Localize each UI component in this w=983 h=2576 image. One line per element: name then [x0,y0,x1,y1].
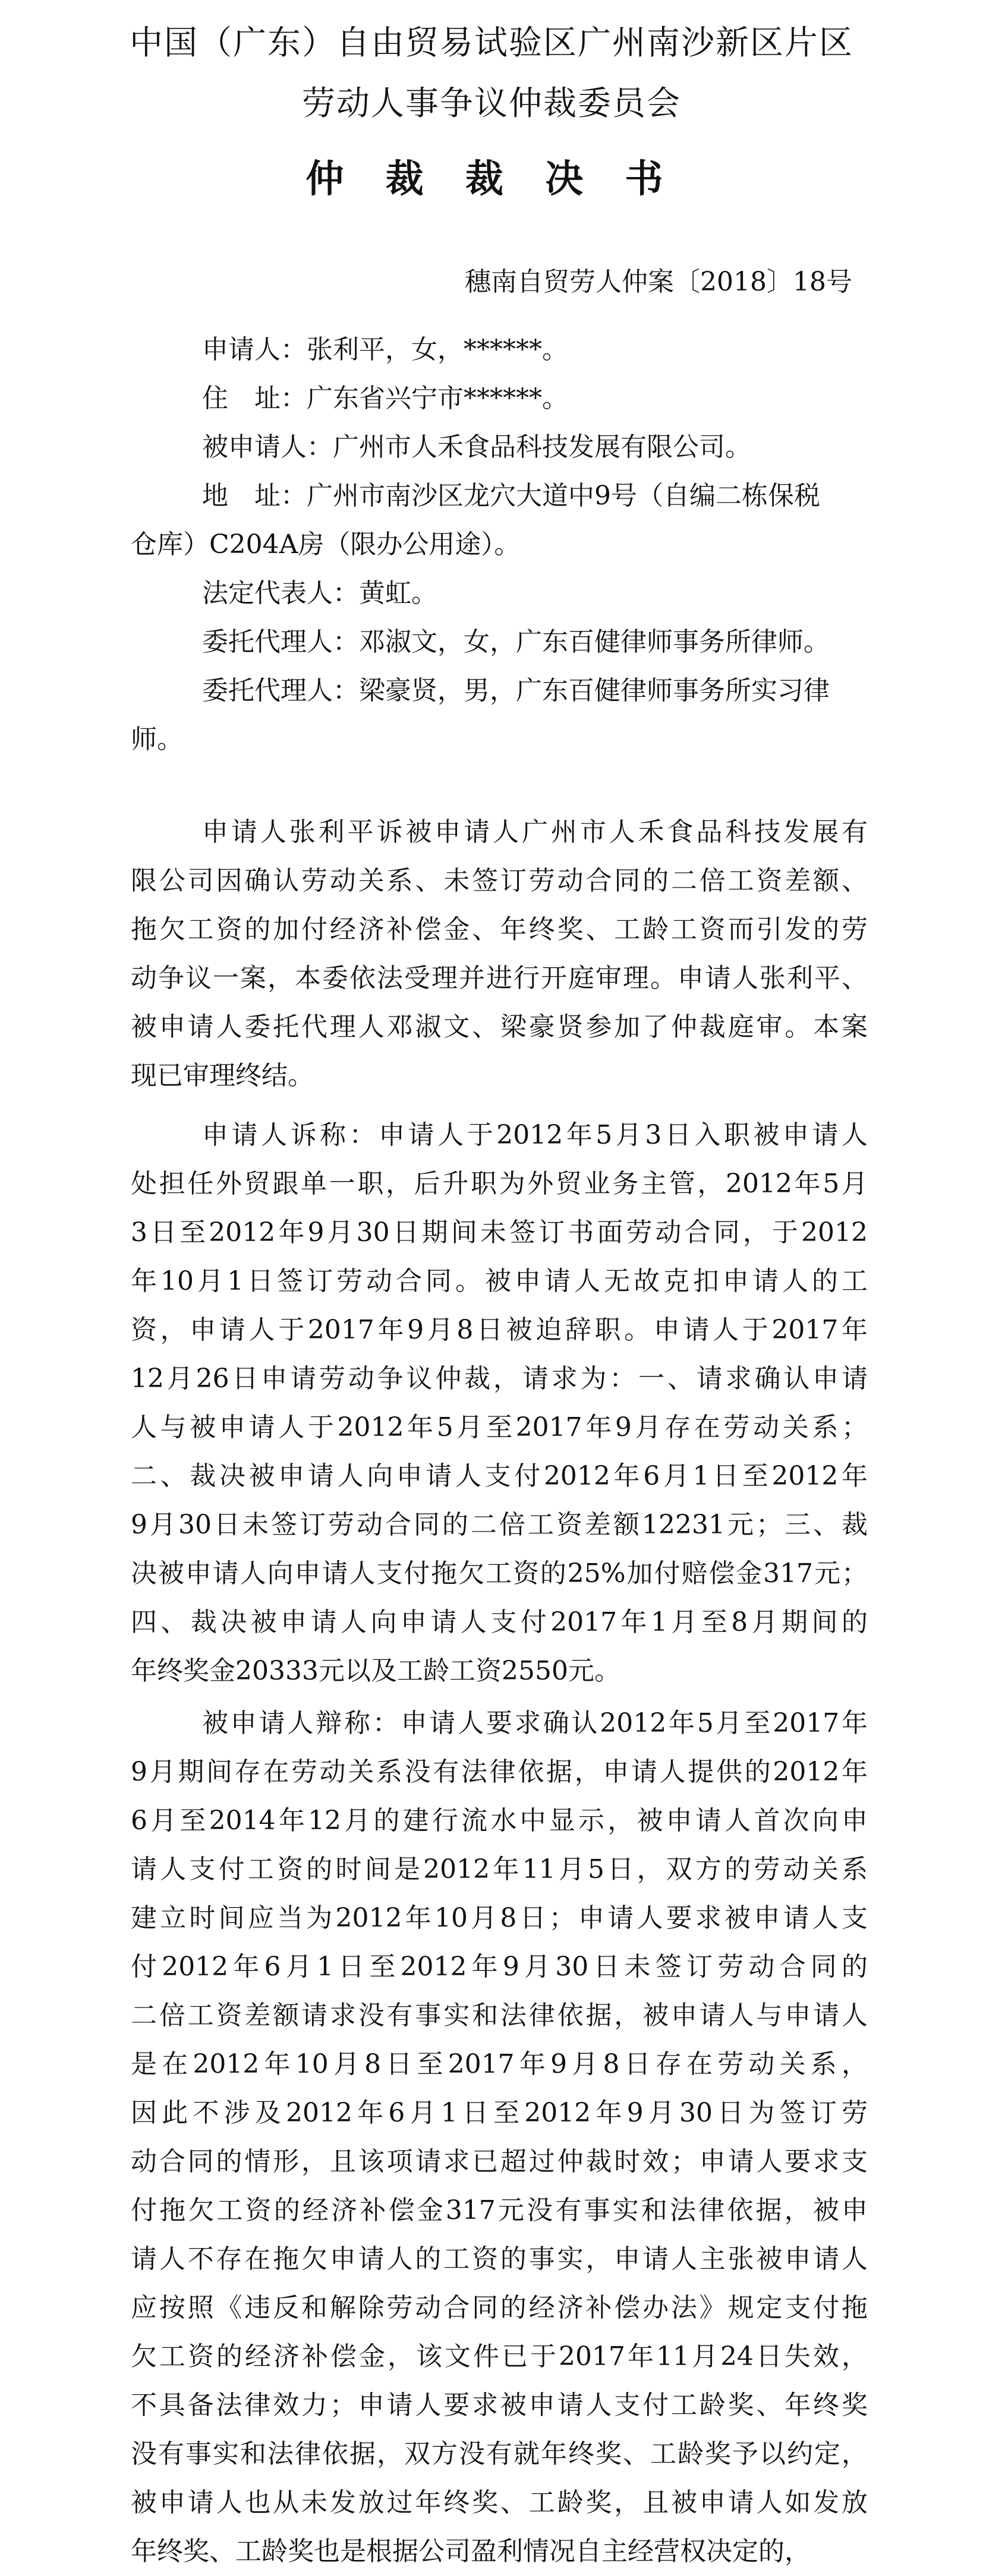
case-number: 穗南自贸劳人仲案〔2018〕18号 [465,267,852,297]
paragraph-line: 二倍工资差额请求没有事实和法律依据，被申请人与申请人 [131,2000,868,2031]
agent-2-line-1: 委托代理人：梁豪贤，男，广东百健律师事务所实习律 [202,675,830,706]
respondent-address-line-1: 地 址：广州市南沙区龙穴大道中9号（自编二栋保税 [202,481,820,511]
paragraph-line: 欠工资的经济补偿金，该文件已于2017年11月24日失效， [131,2341,868,2372]
party-legal-representative: 法定代表人：黄虹。 [202,578,437,608]
paragraph-line: 建立时间应当为2012年10月8日；申请人要求被申请人支 [131,1903,868,1933]
paragraph-line: 处担任外贸跟单一职，后升职为外贸业务主管，2012年5月 [131,1169,868,1199]
paragraph-line: 年终奖、工龄奖也是根据公司盈利情况自主经营权决定的， [131,2536,811,2566]
paragraph-line: 3日至2012年9月30日期间未签订书面劳动合同，于2012 [131,1217,868,1248]
paragraph-line: 6月至2014年12月的建行流水中显示，被申请人首次向申 [131,1805,868,1836]
issuing-authority-line-2: 劳动人事争议仲裁委员会 [302,84,681,123]
paragraph-line: 9月期间存在劳动关系没有法律依据，申请人提供的2012年 [131,1757,868,1787]
respondent-address-line-2: 仓库）C204A房（限办公用途）。 [131,529,521,560]
issuing-authority-line-1: 中国（广东）自由贸易试验区广州南沙新区片区 [130,24,853,62]
paragraph-line: 付拖欠工资的经济补偿金317元没有事实和法律依据，被申 [131,2195,868,2225]
paragraph-line: 申请人张利平诉被申请人广州市人禾食品科技发展有 [202,817,868,847]
paragraph-line: 动争议一案，本委依法受理并进行开庭审理。申请人张利平、 [131,963,868,993]
paragraph-line: 不具备法律效力；申请人要求被申请人支付工龄奖、年终奖 [131,2390,868,2420]
paragraph-line: 被申请人也从未发放过年终奖、工龄奖，且被申请人如发放 [131,2487,868,2518]
paragraph-line: 资，申请人于2017年9月8日被迫辞职。申请人于2017年 [131,1315,868,1345]
agent-2-line-2: 师。 [131,724,183,755]
party-agent-2 [131,667,868,764]
paragraph-line: 请人不存在拖欠申请人的工资的事实，申请人主张被申请人 [131,2244,868,2274]
party-respondent-address [131,472,868,569]
paragraph-line: 申请人诉称：申请人于2012年5月3日入职被申请人 [202,1120,868,1150]
document-title: 仲 裁 裁 决 书 [305,157,678,201]
paragraph-line: 请人支付工资的时间是2012年11月5日，双方的劳动关系 [131,1854,868,1884]
paragraph-line: 年10月1日签订劳动合同。被申请人无故克扣申请人的工 [131,1266,868,1296]
paragraph-line: 是在2012年10月8日至2017年9月8日存在劳动关系， [131,2049,868,2079]
paragraph-line: 拖欠工资的加付经济补偿金、年终奖、工龄工资而引发的劳 [131,914,868,945]
paragraph-line: 现已审理终结。 [131,1060,314,1091]
paragraph-line: 年终奖金20333元以及工龄工资2550元。 [131,1656,620,1686]
paragraph-line: 因此不涉及2012年6月1日至2012年9月30日为签订劳 [131,2098,868,2128]
paragraph-line: 四、裁决被申请人向申请人支付2017年1月至8月期间的 [131,1607,868,1637]
paragraph-case-summary [131,808,868,1100]
party-agent-1: 委托代理人：邓淑文，女，广东百健律师事务所律师。 [202,627,830,657]
paragraph-applicant-claims [131,1111,868,1696]
paragraph-line: 没有事实和法律依据，双方没有就年终奖、工龄奖予以约定， [131,2439,868,2469]
paragraph-line: 被申请人委托代理人邓淑文、梁豪贤参加了仲裁庭审。本案 [131,1012,868,1042]
paragraph-line: 被申请人辩称：申请人要求确认2012年5月至2017年 [202,1708,868,1738]
paragraph-respondent-defense [131,1699,868,2576]
paragraph-line: 9月30日未签订劳动合同的二倍工资差额12231元；三、裁 [131,1510,868,1540]
paragraph-line: 限公司因确认劳动关系、未签订劳动合同的二倍工资差额、 [131,866,868,896]
party-respondent: 被申请人：广州市人禾食品科技发展有限公司。 [202,432,751,462]
paragraph-line: 人与被申请人于2012年5月至2017年9月存在劳动关系； [131,1412,868,1442]
paragraph-line: 动合同的情形，且该项请求已超过仲裁时效；申请人要求支 [131,2146,868,2177]
paragraph-line: 决被申请人向申请人支付拖欠工资的25%加付赔偿金317元； [131,1558,868,1589]
party-applicant-address: 住 址：广东省兴宁市******。 [202,383,568,413]
party-applicant: 申请人：张利平，女，******。 [202,334,568,365]
paragraph-line: 12月26日申请劳动争议仲裁，请求为：一、请求确认申请 [131,1363,868,1394]
paragraph-line: 付2012年6月1日至2012年9月30日未签订劳动合同的 [131,1952,868,1982]
paragraph-line: 二、裁决被申请人向申请人支付2012年6月1日至2012年 [131,1461,868,1491]
paragraph-line: 应按照《违反和解除劳动合同的经济补偿办法》规定支付拖 [131,2293,868,2323]
